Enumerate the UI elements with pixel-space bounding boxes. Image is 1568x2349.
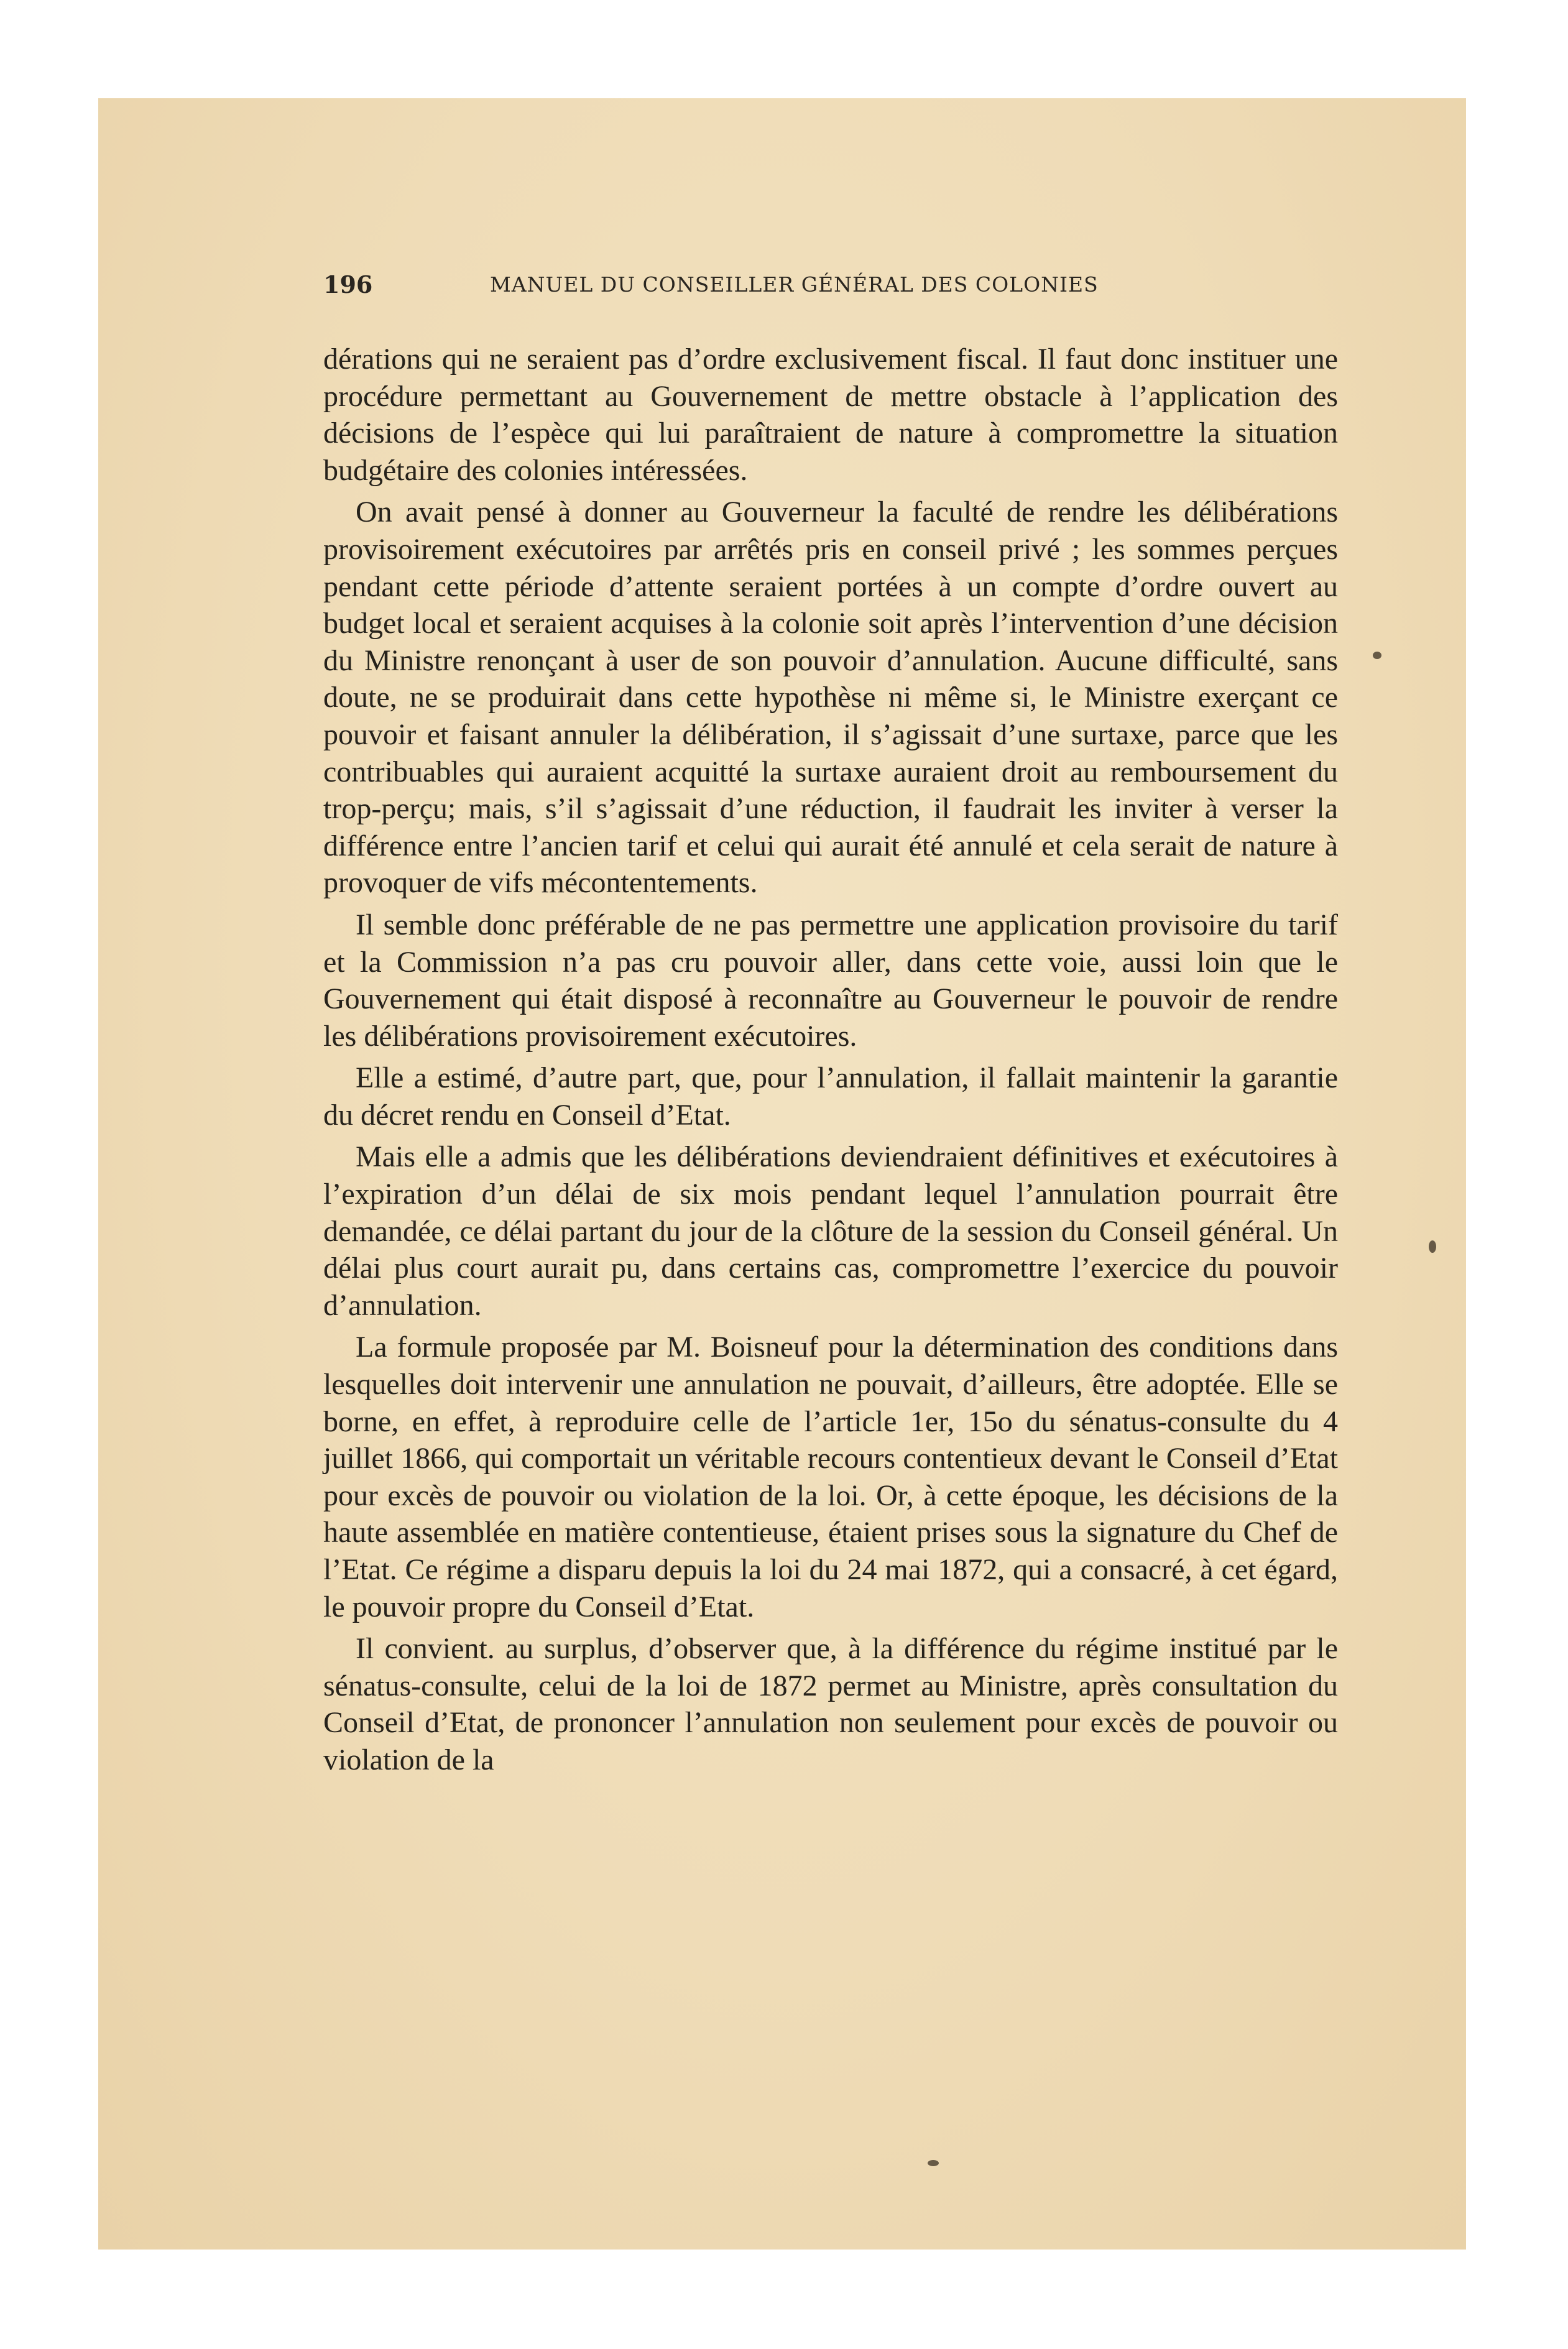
paragraph: La formule proposée par M. Boisneuf pour la détermination des conditions dans lesquelles doit intervenir une annulation ne pouvait, d’ailleurs, être adoptée. Elle se borne, en effet, à reproduire celle de l’article 1er, 15o du sénatus-consulte du 4 juillet 1866, qui comportait un véritable recours contentieux devant le Conseil d’Etat pour excès de pouvoir ou violation de la loi. Or, à cette époque, les décisions de la haute assemblée en matière contentieuse, étaient prises sous la signature du Chef de l’Etat. Ce régime a disparu depuis la loi du 24 mai 1872, qui a consacré, à cet égard, le pouvoir propre du Conseil d’Etat. [323, 1331, 1338, 1623]
paragraph: Il convient. au surplus, d’observer que, à la différence du régime institué par le sénatus-consulte, celui de la loi de 1872 permet au Ministre, après consultation du Conseil d’Etat, de prononcer l’annulation non seulement pour excès de pouvoir ou violation de la [323, 1632, 1338, 1776]
ink-spot [928, 2160, 939, 2166]
ink-spot [1373, 652, 1381, 659]
paragraph: Mais elle a admis que les délibérations deviendraient définitives et exécutoires à l’expiration d’un délai de six mois pendant lequel l’annulation pourrait être demandée, ce délai partant du jour de la clôture de la session du Conseil général. Un délai plus court aurait pu, dans certains cas, compromettre l’exercice du pouvoir d’annulation. [323, 1140, 1338, 1322]
running-head: MANUEL DU CONSEILLER GÉNÉRAL DES COLONIES [490, 272, 1099, 297]
paragraph: dérations qui ne seraient pas d’ordre exclusivement fiscal. Il faut donc instituer une procédure permettant au Gouvernement de mettre obstacle à l’application des décisions de l’espèce qui lui paraîtraient de nature à compromettre la situation budgétaire des colonies intéressées. [323, 343, 1338, 487]
page-header [323, 266, 1343, 303]
paragraph: On avait pensé à donner au Gouverneur la faculté de rendre les délibérations provisoirement exécutoires par arrêtés pris en conseil privé ; les sommes perçues pendant cette période d’attente seraient portées à un compte d’ordre ouvert au budget local et seraient acquises à la colonie soit après l’intervention d’une décision du Ministre renonçant à user de son pouvoir d’annulation. Aucune difficulté, sans doute, ne se produirait dans cette hypothèse ni même si, le Ministre exerçant ce pouvoir et faisant annuler la délibération, il s’agissait d’une surtaxe, parce que les contribuables qui auraient acquitté la surtaxe auraient droit au remboursement du trop-perçu; mais, s’il s’agissait d’une réduction, il faudrait les inviter à verser la différence entre l’ancien tarif et celui qui aurait été annulé et cela serait de nature à provoquer de vifs mécontentements. [323, 496, 1338, 900]
paragraph: Il semble donc préférable de ne pas permettre une application provisoire du tarif et la Commission n’a pas cru pouvoir aller, dans cette voie, aussi loin que le Gouvernement qui était disposé à reconnaître au Gouverneur le pouvoir de rendre les délibérations provisoirement exécutoires. [323, 908, 1338, 1053]
ink-spot [1429, 1240, 1436, 1253]
body-text [323, 341, 1338, 1784]
page-number: 196 [323, 270, 373, 298]
paragraph: Elle a estimé, d’autre part, que, pour l’annulation, il fallait maintenir la garantie du décret rendu en Conseil d’Etat. [323, 1061, 1338, 1132]
